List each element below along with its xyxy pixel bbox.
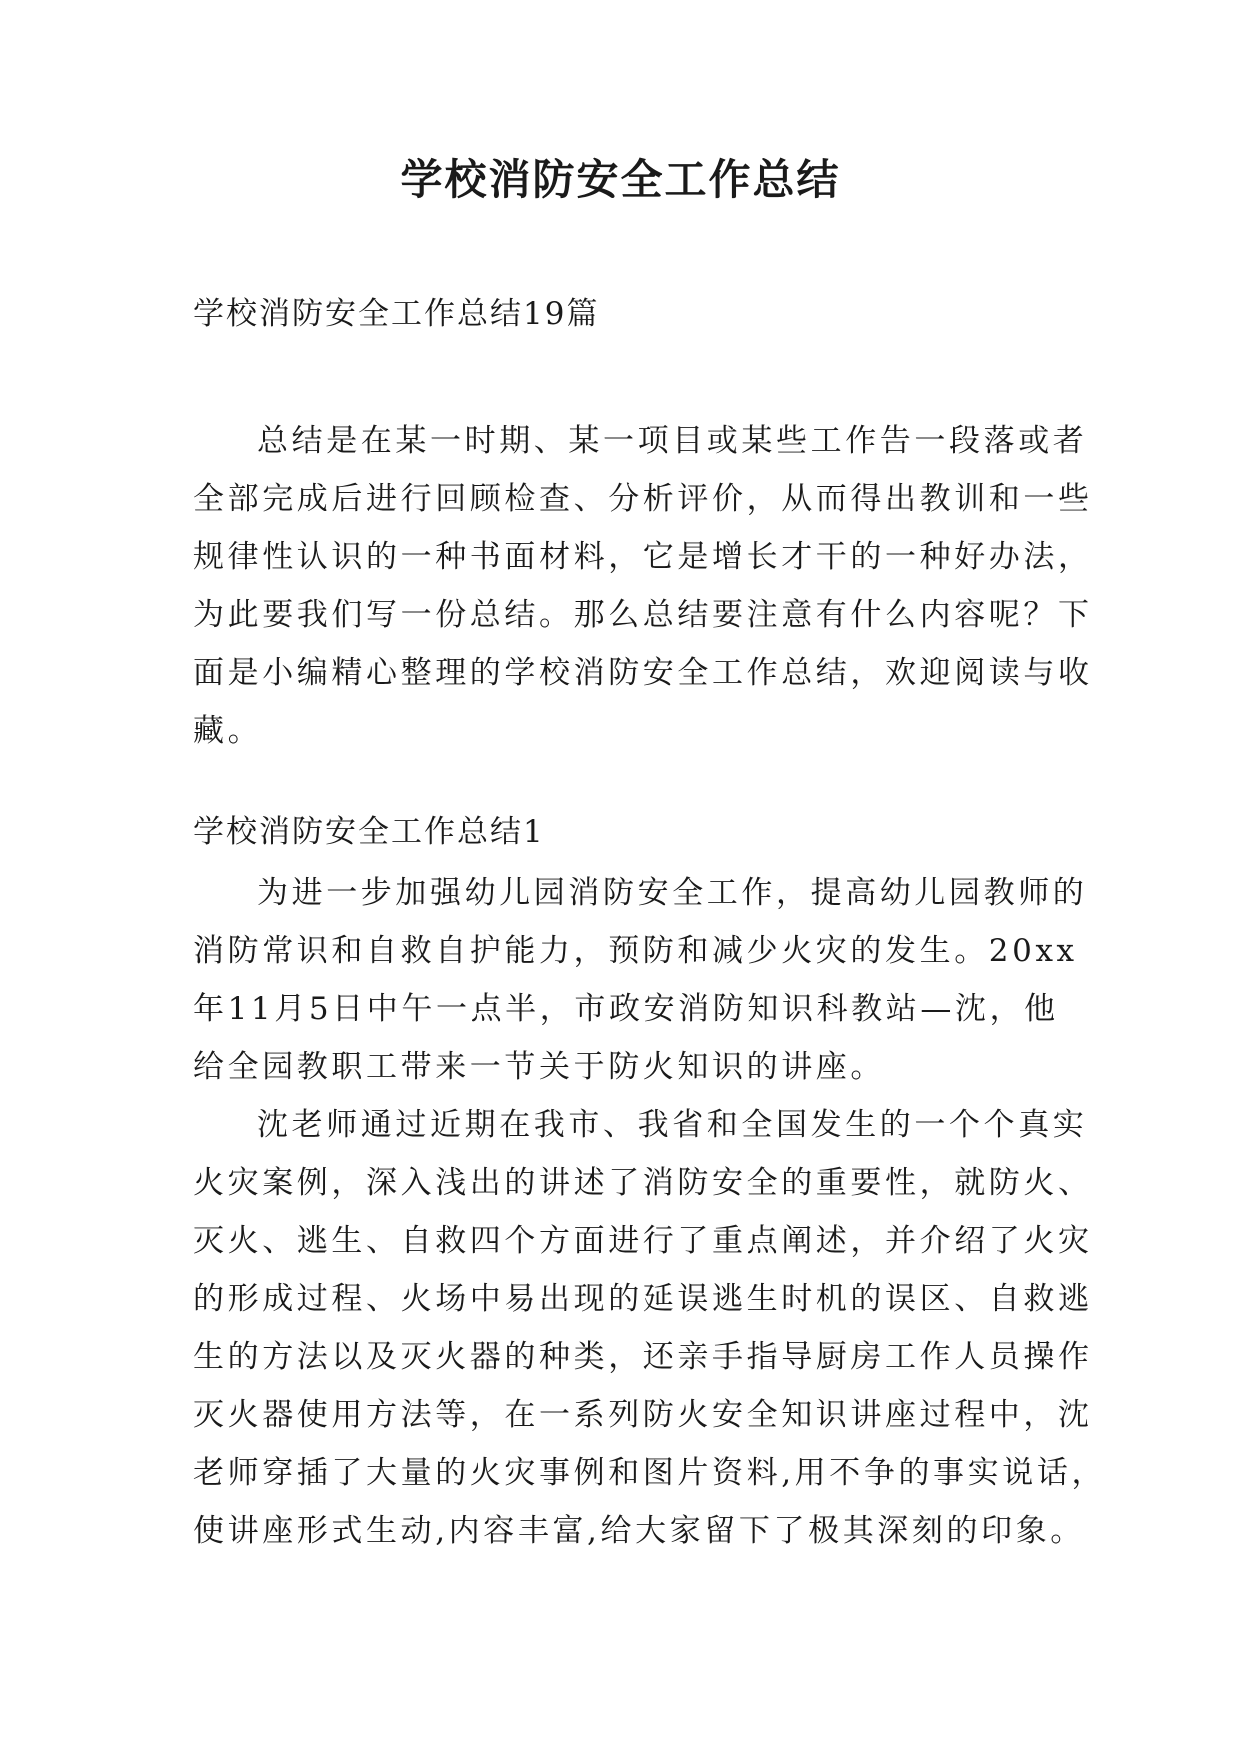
paragraph-line: 生的方法以及灭火器的种类，还亲手指导厨房工作人员操作 (193, 1339, 1093, 1375)
intro-line: 为此要我们写一份总结。那么总结要注意有什么内容呢？下 (193, 597, 1093, 633)
section1-paragraph-2 (193, 1096, 1107, 1560)
paragraph-line: 年11月5日中午一点半，市政安消防知识科教站—沈，他 (193, 991, 1059, 1027)
intro-line: 面是小编精心整理的学校消防安全工作总结，欢迎阅读与收 (193, 655, 1093, 691)
intro-line: 规律性认识的一种书面材料，它是增长才干的一种好办法， (193, 539, 1093, 575)
paragraph-line: 灭火、逃生、自救四个方面进行了重点阐述，并介绍了火灾 (193, 1223, 1093, 1259)
document-title: 学校消防安全工作总结 (400, 155, 841, 204)
intro-line: 藏。 (193, 713, 263, 749)
intro-line: 总结是在某一时期、某一项目或某些工作告一段落或者 (257, 423, 1088, 459)
paragraph-line: 消防常识和自救自护能力，预防和减少火灾的发生。20xx (193, 933, 1078, 969)
intro-paragraph (193, 412, 1093, 760)
paragraph-line: 的形成过程、火场中易出现的延误逃生时机的误区、自救逃 (193, 1281, 1093, 1317)
section1-paragraph-1 (193, 864, 1088, 1096)
paragraph-line: 火灾案例，深入浅出的讲述了消防安全的重要性，就防火、 (193, 1165, 1093, 1201)
intro-line: 全部完成后进行回顾检查、分析评价，从而得出教训和一些 (193, 481, 1093, 517)
document-subtitle: 学校消防安全工作总结19篇 (193, 296, 600, 332)
section-heading: 学校消防安全工作总结1 (193, 814, 545, 850)
paragraph-line: 老师穿插了大量的火灾事例和图片资料,用不争的事实说话， (193, 1455, 1107, 1491)
paragraph-line: 为进一步加强幼儿园消防安全工作，提高幼儿园教师的 (257, 875, 1088, 911)
paragraph-line: 使讲座形式生动,内容丰富,给大家留下了极其深刻的印象。 (193, 1513, 1085, 1549)
paragraph-line: 沈老师通过近期在我市、我省和全国发生的一个个真实 (257, 1107, 1088, 1143)
paragraph-line: 灭火器使用方法等，在一系列防火安全知识讲座过程中，沈 (193, 1397, 1093, 1433)
paragraph-line: 给全园教职工带来一节关于防火知识的讲座。 (193, 1049, 885, 1085)
